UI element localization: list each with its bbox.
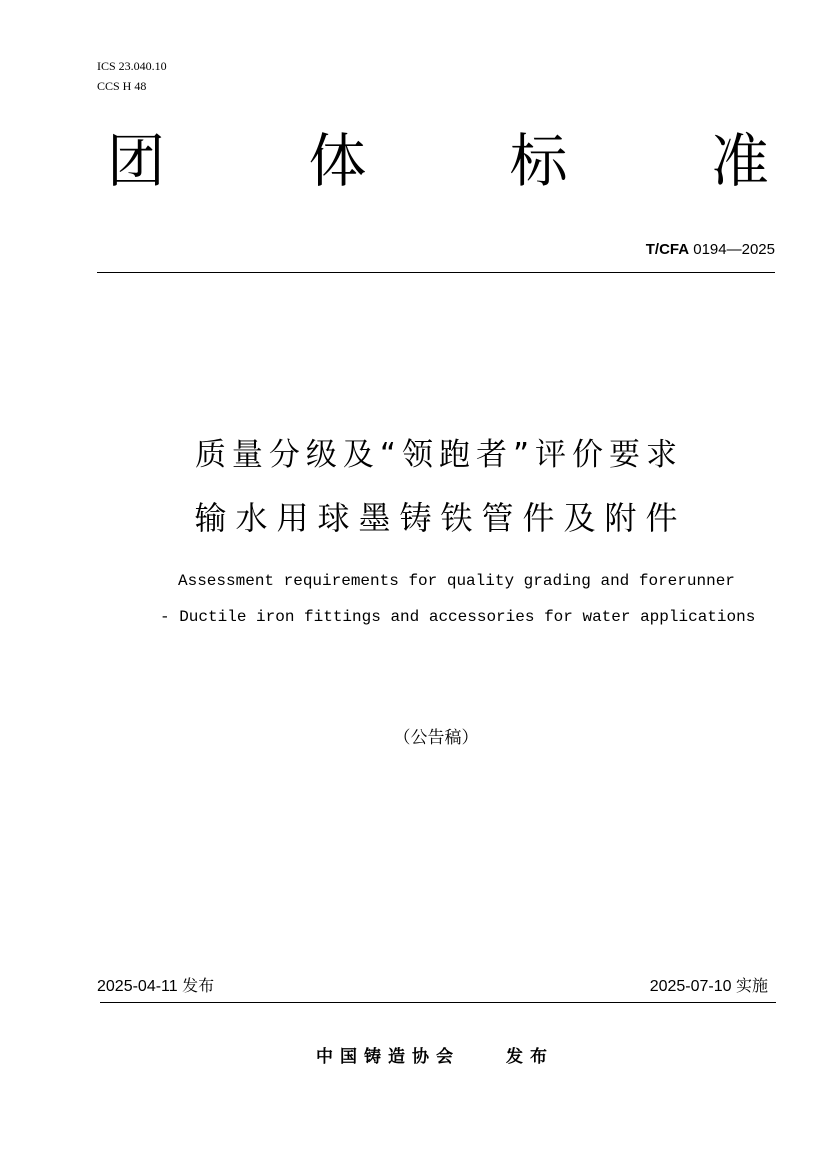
heading-char: 团 [107,127,166,195]
ics-code: ICS 23.040.10 [97,59,167,73]
publish-date: 2025-04-11 发布 [97,978,215,995]
standard-number [646,241,775,259]
footer-divider [100,1002,776,1003]
title-zh-line-2: 输水用球墨铸铁管件及附件 [194,499,687,537]
ccs-code: CCS H 48 [97,79,147,93]
heading-char: 体 [308,127,367,195]
publisher-action: 发布 [506,1047,554,1067]
standard-prefix: T/CFA [645,241,690,258]
title-zh-line-1: 质量分级及“领跑者”评价要求 [194,437,684,473]
document-type-heading [107,127,769,195]
draft-status: （公告稿） [393,728,479,748]
heading-char: 准 [710,127,769,195]
heading-char: 标 [509,127,568,195]
publisher-name: 中国铸造协会 [316,1047,460,1067]
title-en-line-1: Assessment requirements for quality grading and forerunner [178,572,735,590]
standard-code: 0194—2025 [693,241,775,258]
implementation-date: 2025-07-10 实施 [649,978,768,995]
title-en-line-2: - Ductile iron fittings and accessories for water applications [160,608,756,626]
header-divider [97,272,775,273]
